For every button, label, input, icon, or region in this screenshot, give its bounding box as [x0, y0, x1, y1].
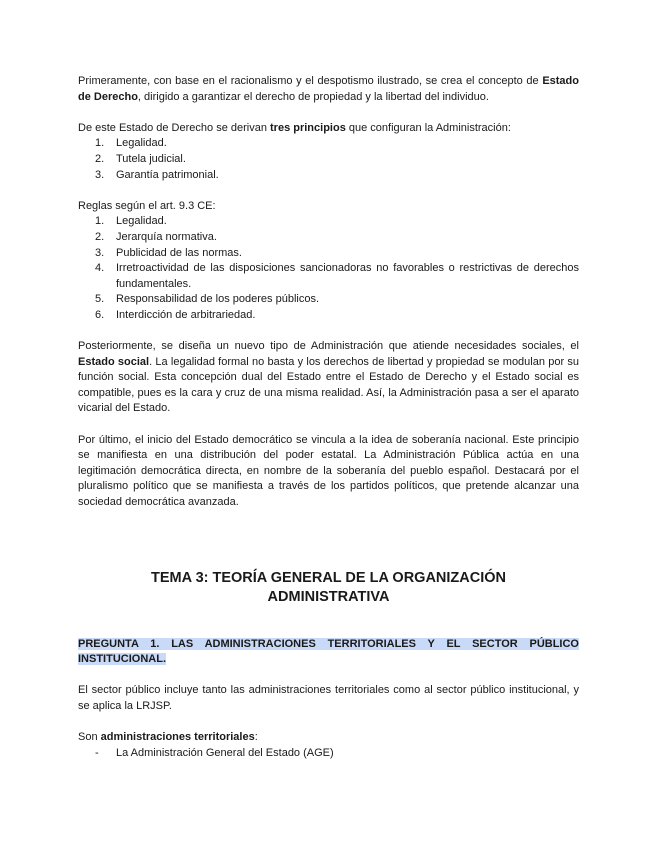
- list-item: 5. Responsabilidad de los poderes públicos.: [95, 293, 320, 306]
- list-item: 1. Legalidad.: [95, 215, 167, 228]
- list-item: 3. Publicidad de las normas.: [95, 246, 242, 259]
- list-item: 2. Tutela judicial.: [95, 152, 186, 165]
- list-item: 1. Legalidad.: [95, 137, 167, 150]
- rules-list: [78, 214, 579, 323]
- intro-paragraph: Primeramente, con base en el racionalismo y el despotismo ilustrado, se crea el concepto de Estado de Derecho, dirigido a garantizar el derecho de propiedad y la libertad del individuo.: [78, 75, 579, 103]
- list-item: 3. Garantía patrimonial.: [95, 168, 219, 181]
- territoriales-lead: Son administraciones territoriales:: [78, 731, 258, 744]
- list-item: 6. Interdicción de arbitrariedad.: [95, 308, 256, 321]
- social-paragraph: Posteriormente, se diseña un nuevo tipo de Administración que atiende necesidades sociales, el Estado social. La legalidad formal no basta y los derechos de libertad y propiedad se modulan por su función social. Esta concepción dual del Estado entre el Estado de Derecho y el Estado social es compatible, pues es la cara y cruz de una misma realidad. Así, la Administración pasa a ser el aparato vicarial del Estado.: [78, 340, 579, 415]
- sector-paragraph: El sector público incluye tanto las administraciones territoriales como al sector público institucional, y se aplica la LRJSP.: [78, 684, 579, 712]
- list-item: 2. Jerarquía normativa.: [95, 230, 217, 243]
- pregunta-highlight: PREGUNTA 1. LAS ADMINISTRACIONES TERRITORIALES Y EL SECTOR PÚBLICO INSTITUCIONAL.: [78, 637, 579, 666]
- principles-list: [78, 136, 579, 183]
- list-item: - La Administración General del Estado (AGE): [95, 746, 334, 759]
- democratic-paragraph: Por último, el inicio del Estado democrático se vincula a la idea de soberanía nacional. Este principio se manifiesta en una distribución del poder estatal. La Administración Pública actúa en una legitimación democrática directa, en nombre de la soberanía del pueblo español. Destacará por el pluralismo político que se manifiesta a través de los partidos políticos, que pretende alcanzar una sociedad democrática avanzada.: [78, 433, 579, 509]
- document-content: [78, 74, 579, 761]
- pregunta-heading: [78, 637, 579, 668]
- tema-title: TEMA 3: TEORÍA GENERAL DE LA ORGANIZACIÓN ADMINISTRATIVA: [151, 569, 506, 605]
- principles-lead: De este Estado de Derecho se derivan tres principios que configuran la Administración:: [78, 121, 511, 134]
- rules-lead: Reglas según el art. 9.3 CE:: [78, 199, 216, 212]
- list-item: 4. Irretroactividad de las disposiciones sancionadoras no favorables o restrictivas de derechos fundamentales.: [95, 262, 579, 290]
- territoriales-list: [78, 746, 579, 762]
